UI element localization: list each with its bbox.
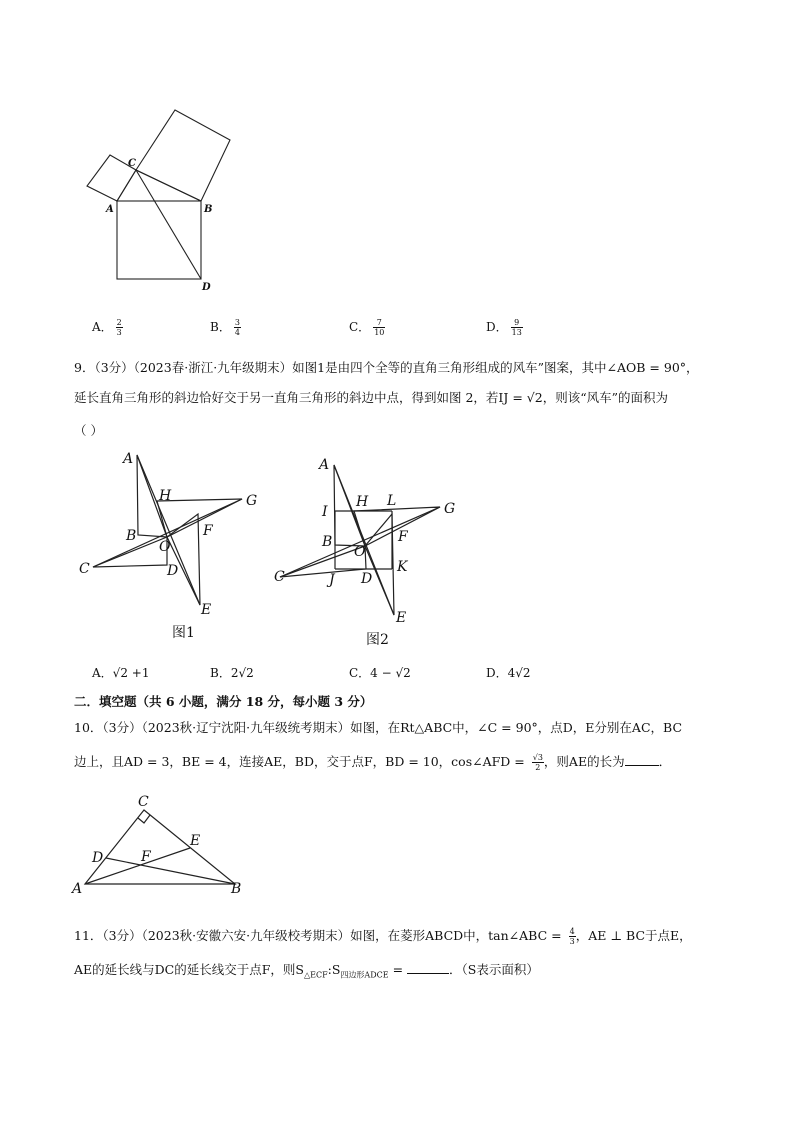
label-d: D (92, 850, 104, 866)
q9-line-2: 延长直角三角形的斜边恰好交于另一直角三角形的斜边中点，得到如图 2，若IJ = √2，则该“风车”的面积为 (74, 390, 668, 405)
line-ad (137, 455, 200, 605)
q10-line-1: 10．（3分）（2023秋·辽宁沈阳·九年级统考期末）如图，在Rt△ABC中，∠C = 90°，点D，E分别在AC，BC (74, 720, 683, 735)
label-c: C (274, 569, 285, 585)
fraction: $\frac{9}{13}$ (511, 318, 522, 337)
q9-figure-2 (270, 450, 470, 655)
bottom-square (117, 201, 201, 279)
q11-line-2: AE的延长线与DC的延长线交于点F，则$S_{\triangle ECF}:S_{四边形ADCE}$ = ．（S表示面积） (74, 962, 539, 980)
label-b: B (126, 528, 137, 544)
label-d: D (361, 571, 373, 587)
label-o: O (159, 539, 171, 555)
label-e: E (190, 833, 201, 849)
label-a: A (72, 881, 83, 897)
fraction: $\frac{√3}{2}$ (532, 753, 543, 772)
label-a: A (106, 204, 114, 215)
line-cd (136, 170, 201, 279)
triangle-foe (167, 514, 200, 605)
figure-1-caption: 图1 (172, 625, 195, 641)
label-b: B (204, 204, 213, 215)
label-d: D (202, 282, 211, 293)
label-a: A (319, 457, 330, 473)
q8-option-c[interactable]: C． $\frac{7}{10}$ (349, 318, 385, 337)
line-bd (106, 858, 235, 884)
q8-option-b[interactable]: B． $\frac{3}{4}$ (210, 318, 240, 337)
answer-blank[interactable] (407, 962, 449, 974)
q8-figure (80, 105, 250, 300)
fraction: $\frac{4}{3}$ (569, 927, 575, 946)
q8-option-d[interactable]: D． $\frac{9}{13}$ (486, 318, 522, 337)
q9-option-b[interactable]: B．2√2 (210, 666, 254, 680)
q9-option-d[interactable]: D．4√2 (486, 666, 531, 680)
section-heading: 二．填空题（共 6 小题，满分 18 分，每小题 3 分） (74, 694, 373, 709)
q11-line-1: 11．（3分）（2023秋·安徽六安·九年级校考期末）如图，在菱形ABCD中，tan∠ABC = $\frac{4}{3}$ ，AE ⊥ BC于点E， (74, 927, 692, 946)
label-e: E (201, 602, 212, 618)
label-f: F (398, 529, 408, 545)
label-b: B (322, 534, 333, 550)
label-f: F (203, 523, 213, 539)
label-h: H (159, 488, 172, 504)
q9-option-a[interactable]: A．√2 +1 (92, 666, 150, 680)
label-f: F (141, 849, 151, 865)
q9-line-1: 9．（3分）（2023春·浙江·九年级期末）如图1是由四个全等的直角三角形组成的风车”图案，其中∠AOB = 90°， (74, 360, 699, 375)
fraction: $\frac{3}{4}$ (234, 318, 240, 337)
triangle-abc (85, 810, 235, 884)
fraction: $\frac{2}{3}$ (116, 318, 122, 337)
label-o: O (354, 544, 366, 560)
label-c: C (79, 561, 90, 577)
label-h: H (356, 494, 369, 510)
label-g: G (444, 501, 456, 517)
fraction: $\frac{7}{10}$ (374, 318, 385, 337)
answer-blank[interactable] (625, 754, 659, 766)
line-cg (280, 507, 440, 577)
figure-2-caption: 图2 (366, 632, 389, 648)
q8-option-a[interactable]: A． $\frac{2}{3}$ (92, 318, 122, 337)
label-g: G (246, 493, 258, 509)
q10-figure (68, 790, 248, 900)
q9-option-c[interactable]: C．4 − √2 (349, 666, 411, 680)
q10-line-2: 边上，且AD = 3，BE = 4，连接AE，BD，交于点F，BD = 10，cos∠AFD = $\frac{√3}{2}$ ，则AE的长为 ． (74, 753, 672, 772)
large-square (136, 110, 230, 201)
label-e: E (396, 610, 407, 626)
label-l: L (387, 493, 397, 509)
label-j: J (329, 572, 335, 588)
label-i: I (322, 504, 328, 520)
label-a: A (123, 451, 134, 467)
q9-figure-1 (72, 445, 272, 645)
label-k: K (397, 559, 408, 575)
label-d: D (167, 563, 179, 579)
label-c: C (128, 158, 136, 169)
right-triangle (117, 170, 201, 201)
label-b: B (231, 881, 242, 897)
q9-line-3: （ ） (74, 423, 103, 438)
label-c: C (138, 794, 149, 810)
